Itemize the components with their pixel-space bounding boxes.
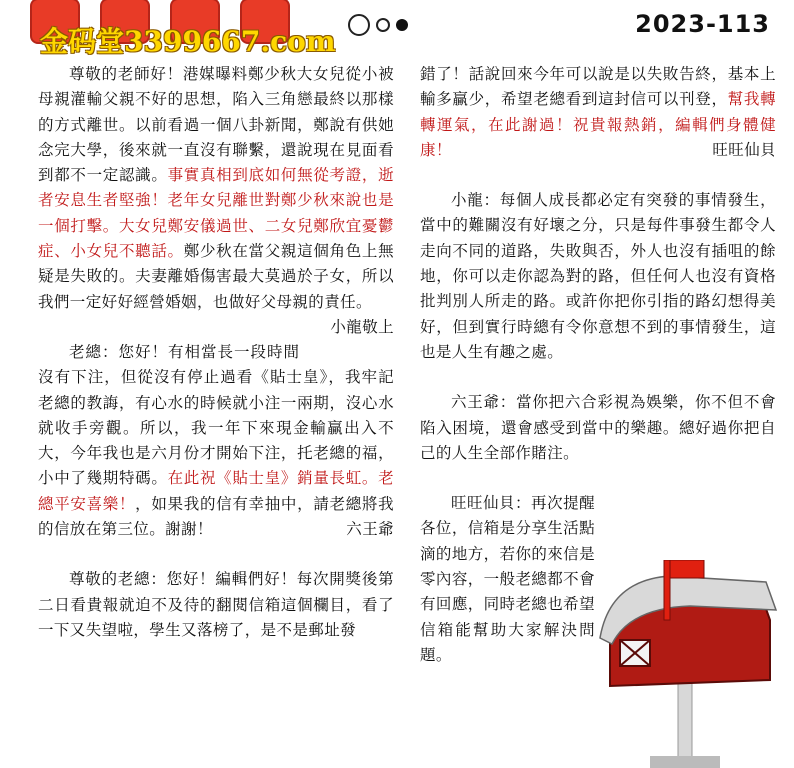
watermark-text: 金码堂3399667.com bbox=[40, 25, 336, 58]
mailbox-flag bbox=[670, 560, 704, 578]
letter-text: 尊敬的老總：您好！編輯們好！每次開獎後第二日看貴報就迫不及待的翻閱信箱這個欄目，看了一下又失望啦，學生又落榜了，是不是郵址發 bbox=[38, 570, 394, 639]
letter-text: 在此祝《貼士皇》銷量長虹。老總平安喜樂！ bbox=[38, 469, 394, 513]
letter-text: 鄭少秋在當父親這個角色上無疑是失敗的。夫妻離婚傷害最大莫過於子女，所以我們一定好好經營婚姻，也做好父母親的責任。 bbox=[38, 242, 395, 311]
letter-text: 小龍：每個人成長都必定有突發的事情發生，當中的難關沒有好壞之分，只是每件事發生都令人走向不同的道路，失敗與否，外人也沒有插咀的餘地，你可以走你認為對的路，但任何人也沒有資格批判別人所走的路。或許你把你引指的路幻想得美好，但到實行時總有令你意想不到的事情發生，這也是人生有趣之處。 bbox=[420, 191, 776, 361]
mailbox-base bbox=[650, 756, 720, 768]
letter-paragraph bbox=[420, 390, 776, 466]
circle-small-icon bbox=[376, 18, 390, 32]
circle-large-icon bbox=[348, 14, 370, 36]
letter-signature: 小龍敬上 bbox=[330, 317, 394, 336]
letter-text: 老總：您好！有相當長一段時間沒有下注，但從沒有停止過看《貼士皇》，我牢記老總的教誨，有心水的時候就小注一兩期，沒心水就收手旁觀。所以，我一年下來現金輸贏出入不大，今年我也是六月份才開始下注，托老總的福，小中了幾期特碼。 bbox=[38, 342, 394, 488]
page-header bbox=[0, 0, 794, 58]
letter-signature: 六王爺 bbox=[346, 520, 394, 539]
letter-text: 錯了！話說回來今年可以說是以失敗告終，基本上輸多贏少，希望老總看到這封信可以刊登， bbox=[420, 65, 776, 109]
letter-text: 旺旺仙貝：再次提醒各位，信箱是分享生活點滴的地方，若你的來信是零內容，一般老總都不會有回應，同時老總也希望信箱能幫助大家解決問題。 bbox=[420, 494, 595, 664]
decorative-dots bbox=[348, 14, 408, 36]
letter-signature: 旺旺仙貝 bbox=[712, 140, 776, 159]
circle-filled-icon bbox=[396, 19, 408, 31]
letter-text: 六王爺：當你把六合彩視為娛樂，你不但不會陷入困境，還會感受到當中的樂趣。總好過你把自己的人生全部作賭注。 bbox=[420, 393, 776, 462]
letter-text: 尊敬的老師好！港媒曝料鄭少秋大女兒從小被母親灌輸父親不好的思想，陷入三角戀最終以那樣的方式離世。以前看過一個八卦新聞，鄭說有供她念完大學，後來就一直沒有聯繫，還說現在見面看到都不一定認識。 bbox=[38, 65, 394, 185]
letter-paragraph bbox=[38, 340, 394, 542]
letter-text: 事實真相到底如何無從考證，逝者安息生者堅強！老年女兒離世對鄭少秋來說也是一個打擊。大女兒鄭安儀過世、二女兒鄭欣宜憂鬱症、小女兒不聽話。 bbox=[38, 166, 394, 261]
issue-number: 2023-113 bbox=[635, 10, 770, 38]
left-column bbox=[38, 62, 394, 668]
letter-paragraph bbox=[420, 491, 595, 668]
mailbox-illustration bbox=[590, 560, 780, 768]
letter-paragraph bbox=[38, 62, 395, 336]
letter-paragraph bbox=[420, 188, 776, 365]
letter-text: ，如果我的信有幸抽中，請老總將我的信放在第三位。謝謝！ bbox=[38, 494, 394, 539]
letter-paragraph bbox=[38, 567, 394, 643]
letter-paragraph bbox=[420, 62, 776, 163]
mailbox-post bbox=[678, 680, 692, 768]
letter-text: 幫我轉轉運氣，在此謝過！祝貴報熱銷，編輯們身體健康！ bbox=[420, 90, 776, 159]
mailbox-flag-pole bbox=[664, 560, 670, 620]
